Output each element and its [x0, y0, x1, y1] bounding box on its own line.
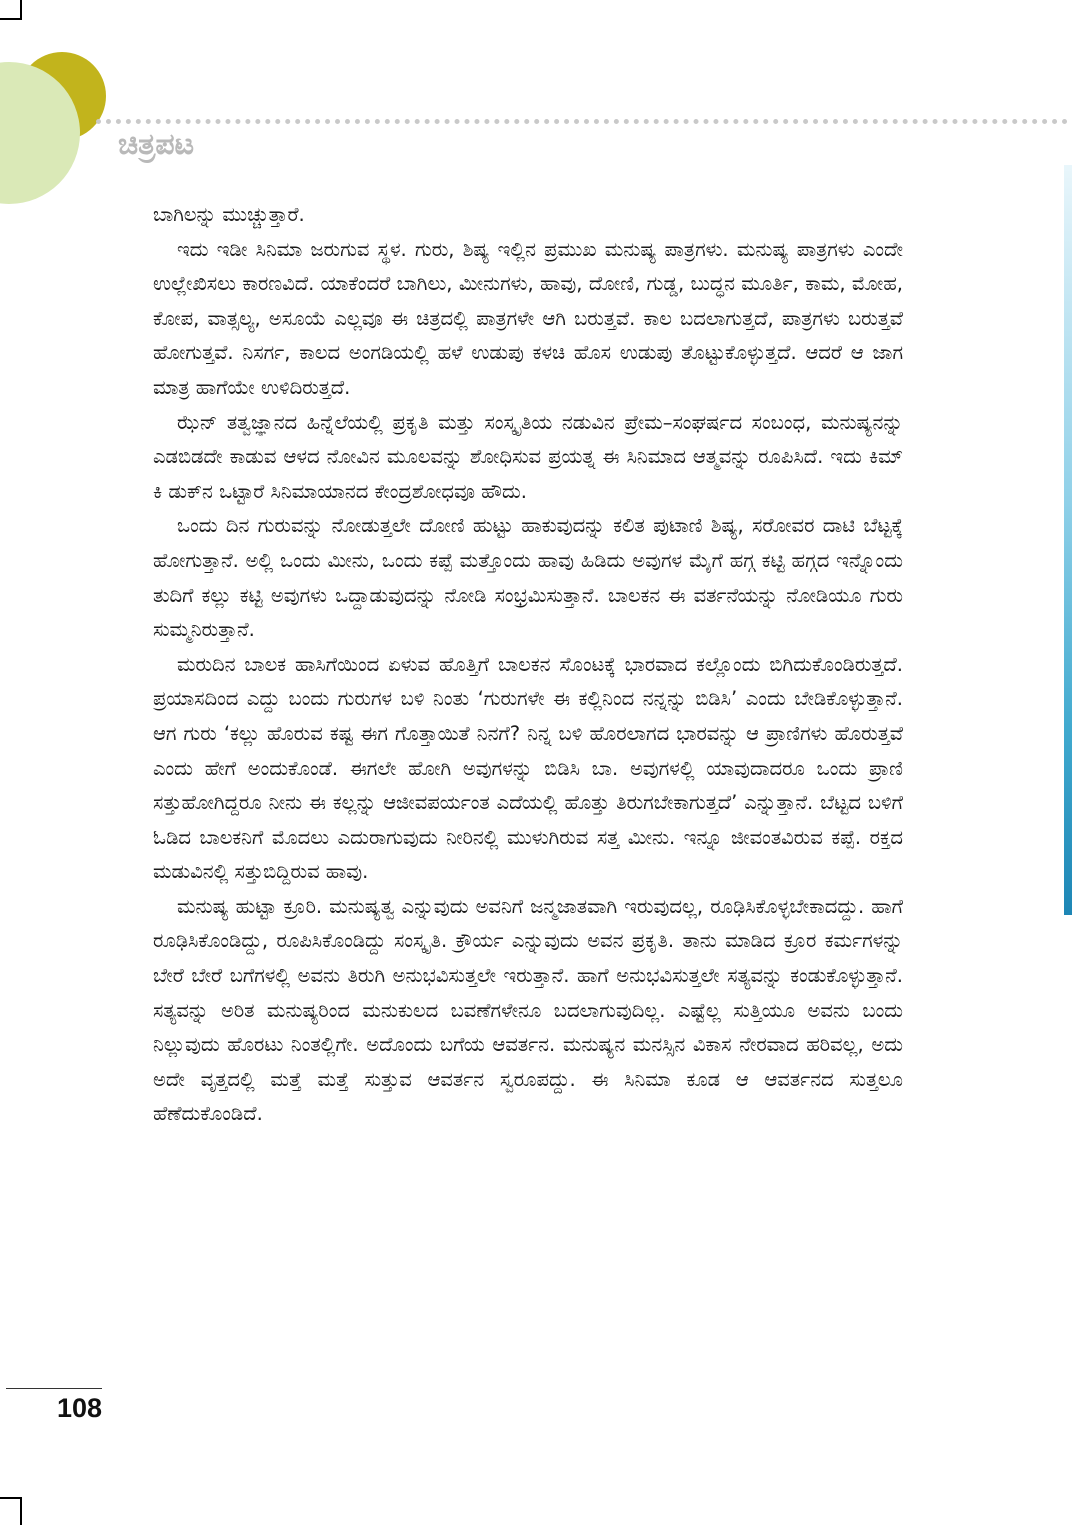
- right-edge-color-band: [1064, 165, 1072, 915]
- paragraph: ಮನುಷ್ಯ ಹುಟ್ಟಾ ಕ್ರೂರಿ. ಮನುಷ್ಯತ್ವ ಎನ್ನುವುದು ಅವನಿಗೆ ಜನ್ಮಜಾತವಾಗಿ ಇರುವುದಲ್ಲ, ರೂಢಿಸಿಕೊಳ್ಳಬೇಕಾದದ್ದು. ಹಾಗೆ ರೂಢಿಸಿಕೊಂಡಿದ್ದು, ರೂಪಿಸಿಕೊಂಡಿದ್ದು ಸಂಸ್ಕೃತಿ. ಕ್ರೌರ್ಯ ಎನ್ನುವುದು ಅವನ ಪ್ರಕೃತಿ. ತಾನು ಮಾಡಿದ ಕ್ರೂರ ಕರ್ಮಗಳನ್ನು ಬೇರೆ ಬೇರೆ ಬಗೆಗಳಲ್ಲಿ ಅವನು ತಿರುಗಿ ಅನುಭವಿಸುತ್ತಲೇ ಇರುತ್ತಾನೆ. ಹಾಗೆ ಅನುಭವಿಸುತ್ತಲೇ ಸತ್ಯವನ್ನು ಕಂಡುಕೊಳ್ಳುತ್ತಾನೆ. ಸತ್ಯವನ್ನು ಅರಿತ ಮನುಷ್ಯರಿಂದ ಮನುಕುಲದ ಬವಣೆಗಳೇನೂ ಬದಲಾಗುವುದಿಲ್ಲ. ಎಷ್ಟೆಲ್ಲ ಸುತ್ತಿಯೂ ಅವನು ಬಂದು ನಿಲ್ಲುವುದು ಹೊರಟು ನಿಂತಲ್ಲಿಗೇ. ಅದೊಂದು ಬಗೆಯ ಆವರ್ತನ. ಮನುಷ್ಯನ ಮನಸ್ಸಿನ ವಿಕಾಸ ನೇರವಾದ ಹರಿವಲ್ಲ, ಅದು ಅದೇ ವೃತ್ತದಲ್ಲಿ ಮತ್ತೆ ಮತ್ತೆ ಸುತ್ತುವ ಆವರ್ತನ ಸ್ವರೂಪದ್ದು. ಈ ಸಿನಿಮಾ ಕೂಡ ಆ ಆವರ್ತನದ ಸುತ್ತಲೂ ಹೆಣೆದುಕೊಂಡಿದೆ.: [153, 894, 903, 1126]
- crop-mark-bottom-left-vertical: [20, 1497, 22, 1525]
- crop-mark-top-left-horizontal: [0, 18, 22, 20]
- paragraph: ಒಂದು ದಿನ ಗುರುವನ್ನು ನೋಡುತ್ತಲೇ ದೋಣಿ ಹುಟ್ಟು ಹಾಕುವುದನ್ನು ಕಲಿತ ಪುಟಾಣಿ ಶಿಷ್ಯ, ಸರೋವರ ದಾಟಿ ಬೆಟ್ಟಕ್ಕೆ ಹೋಗುತ್ತಾನೆ. ಅಲ್ಲಿ ಒಂದು ಮೀನು, ಒಂದು ಕಪ್ಪೆ ಮತ್ತೊಂದು ಹಾವು ಹಿಡಿದು ಅವುಗಳ ಮೈಗೆ ಹಗ್ಗ ಕಟ್ಟಿ ಹಗ್ಗದ ಇನ್ನೊಂದು ತುದಿಗೆ ಕಲ್ಲು ಕಟ್ಟಿ ಅವುಗಳು ಒದ್ದಾಡುವುದನ್ನು ನೋಡಿ ಸಂಭ್ರಮಿಸುತ್ತಾನೆ. ಬಾಲಕನ ಈ ವರ್ತನೆಯನ್ನು ನೋಡಿಯೂ ಗುರು ಸುಮ್ಮನಿರುತ್ತಾನೆ.: [153, 514, 903, 642]
- paragraph: ಮರುದಿನ ಬಾಲಕ ಹಾಸಿಗೆಯಿಂದ ಏಳುವ ಹೊತ್ತಿಗೆ ಬಾಲಕನ ಸೊಂಟಕ್ಕೆ ಭಾರವಾದ ಕಲ್ಲೊಂದು ಬಿಗಿದುಕೊಂಡಿರುತ್ತದೆ. ಪ್ರಯಾಸದಿಂದ ಎದ್ದು ಬಂದು ಗುರುಗಳ ಬಳಿ ನಿಂತು ‘ಗುರುಗಳೇ ಈ ಕಲ್ಲಿನಿಂದ ನನ್ನನ್ನು ಬಿಡಿಸಿ’ ಎಂದು ಬೇಡಿಕೊಳ್ಳುತ್ತಾನೆ. ಆಗ ಗುರು ‘ಕಲ್ಲು ಹೊರುವ ಕಷ್ಟ ಈಗ ಗೊತ್ತಾಯಿತೆ ನಿನಗೆ? ನಿನ್ನ ಬಳಿ ಹೊರಲಾಗದ ಭಾರವನ್ನು ಆ ಪ್ರಾಣಿಗಳು ಹೊರುತ್ತವೆ ಎಂದು ಹೇಗೆ ಅಂದುಕೊಂಡೆ. ಈಗಲೇ ಹೋಗಿ ಅವುಗಳನ್ನು ಬಿಡಿಸಿ ಬಾ. ಅವುಗಳಲ್ಲಿ ಯಾವುದಾದರೂ ಒಂದು ಪ್ರಾಣಿ ಸತ್ತುಹೋಗಿದ್ದರೂ ನೀನು ಈ ಕಲ್ಲನ್ನು ಆಜೀವಪರ್ಯಂತ ಎದೆಯಲ್ಲಿ ಹೊತ್ತು ತಿರುಗಬೇಕಾಗುತ್ತದೆ’ ಎನ್ನುತ್ತಾನೆ. ಬೆಟ್ಟದ ಬಳಿಗೆ ಓಡಿದ ಬಾಲಕನಿಗೆ ಮೊದಲು ಎದುರಾಗುವುದು ನೀರಿನಲ್ಲಿ ಮುಳುಗಿರುವ ಸತ್ತ ಮೀನು. ಇನ್ನೂ ಜೀವಂತವಿರುವ ಕಪ್ಪೆ. ರಕ್ತದ ಮಡುವಿನಲ್ಲಿ ಸತ್ತುಬಿದ್ದಿರುವ ಹಾವು.: [153, 652, 903, 884]
- paragraph: ಇದು ಇಡೀ ಸಿನಿಮಾ ಜರುಗುವ ಸ್ಥಳ. ಗುರು, ಶಿಷ್ಯ ಇಲ್ಲಿನ ಪ್ರಮುಖ ಮನುಷ್ಯ ಪಾತ್ರಗಳು. ಮನುಷ್ಯ ಪಾತ್ರಗಳು ಎಂದೇ ಉಲ್ಲೇಖಿಸಲು ಕಾರಣವಿದೆ. ಯಾಕೆಂದರೆ ಬಾಗಿಲು, ಮೀನುಗಳು, ಹಾವು, ದೋಣಿ, ಗುಡ್ಡ, ಬುದ್ಧನ ಮೂರ್ತಿ, ಕಾಮ, ಮೋಹ, ಕೋಪ, ವಾತ್ಸಲ್ಯ, ಅಸೂಯೆ ಎಲ್ಲವೂ ಈ ಚಿತ್ರದಲ್ಲಿ ಪಾತ್ರಗಳೇ ಆಗಿ ಬರುತ್ತವೆ. ಕಾಲ ಬದಲಾಗುತ್ತದೆ, ಪಾತ್ರಗಳು ಬರುತ್ತವೆ ಹೋಗುತ್ತವೆ. ನಿಸರ್ಗ, ಕಾಲದ ಅಂಗಡಿಯಲ್ಲಿ ಹಳೆ ಉಡುಪು ಕಳಚಿ ಹೊಸ ಉಡುಪು ತೊಟ್ಟುಕೊಳ್ಳುತ್ತದೆ. ಆದರೆ ಆ ಜಾಗ ಮಾತ್ರ ಹಾಗೆಯೇ ಉಳಿದಿರುತ್ತದೆ.: [153, 237, 903, 399]
- crop-mark-bottom-left-horizontal: [0, 1497, 21, 1499]
- section-title: ಚಿತ್ರಪಟ: [118, 127, 195, 162]
- paragraph: ಬಾಗಿಲನ್ನು ಮುಚ್ಚುತ್ತಾರೆ.: [153, 203, 305, 226]
- page-number: 108: [56, 1393, 102, 1423]
- article-body: [153, 198, 903, 1132]
- page-number-rule: [6, 1388, 102, 1389]
- header-dotted-rule: [96, 119, 1068, 124]
- paragraph: ಝೆನ್ ತತ್ವಜ್ಞಾನದ ಹಿನ್ನೆಲೆಯಲ್ಲಿ ಪ್ರಕೃತಿ ಮತ್ತು ಸಂಸ್ಕೃತಿಯ ನಡುವಿನ ಪ್ರೇಮ–ಸಂಘರ್ಷದ ಸಂಬಂಧ, ಮನುಷ್ಯನನ್ನು ಎಡಬಿಡದೇ ಕಾಡುವ ಆಳದ ನೋವಿನ ಮೂಲವನ್ನು ಶೋಧಿಸುವ ಪ್ರಯತ್ನ ಈ ಸಿನಿಮಾದ ಆತ್ಮವನ್ನು ರೂಪಿಸಿದೆ. ಇದು ಕಿಮ್ ಕಿ ಡುಕ್‌ನ ಒಟ್ಟಾರೆ ಸಿನಿಮಾಯಾನದ ಕೇಂದ್ರಶೋಧವೂ ಹೌದು.: [153, 410, 903, 503]
- crop-mark-top-left-vertical: [20, 0, 22, 19]
